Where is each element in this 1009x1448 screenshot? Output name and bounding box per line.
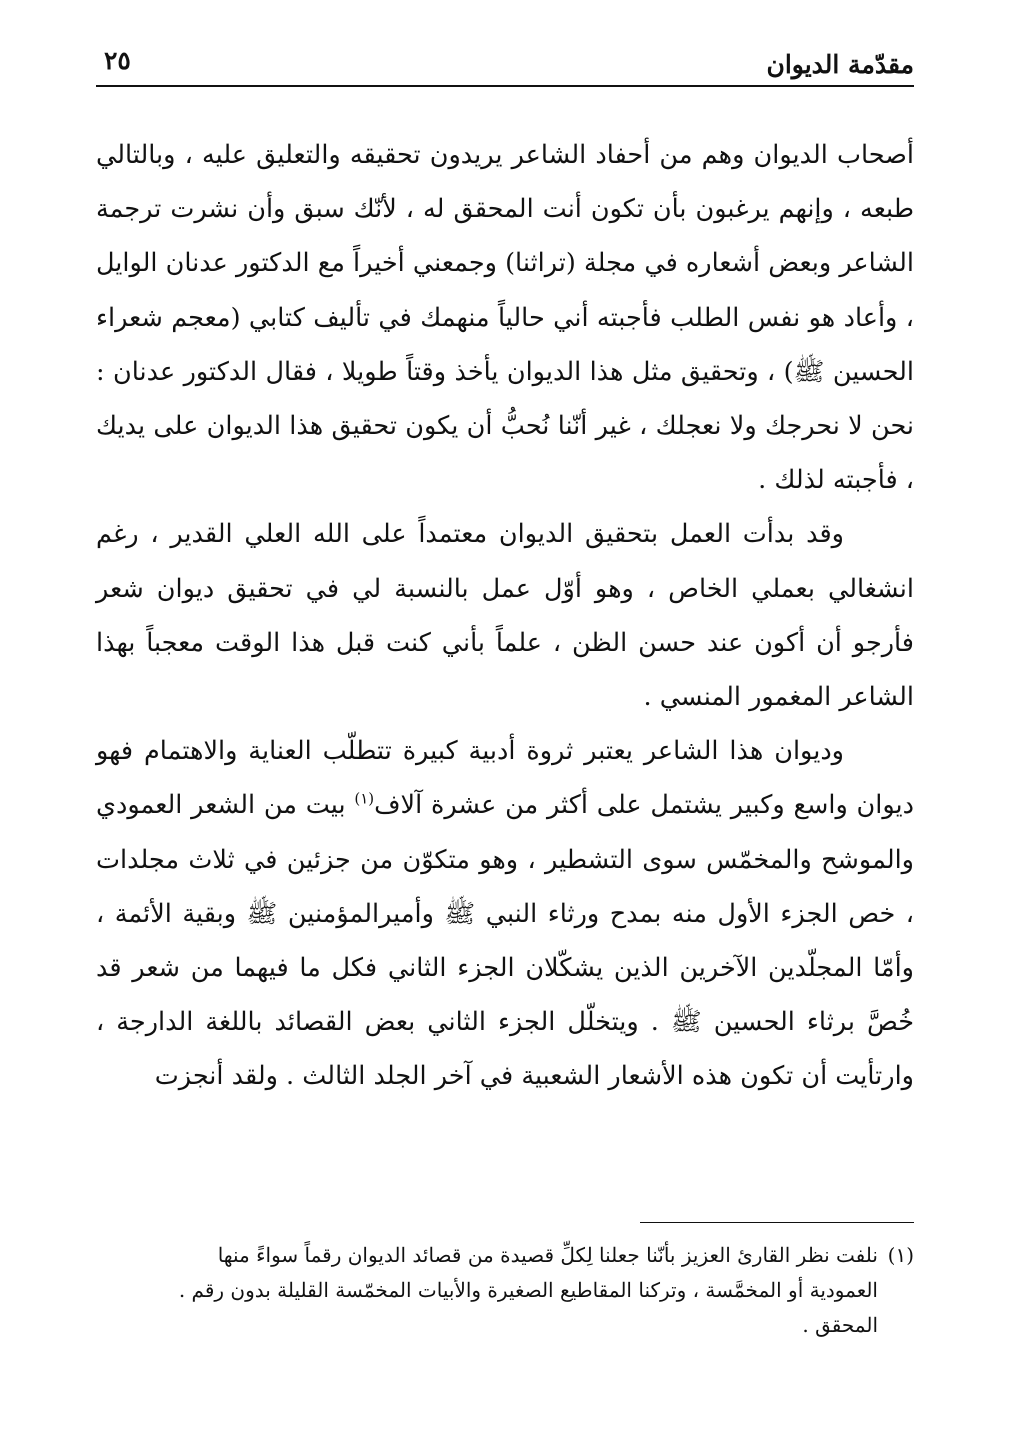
book-page — [96, 0, 914, 1448]
footnote-number: (١) — [887, 1243, 914, 1267]
paragraph-3-part-2: بيت من الشعر العمودي والموشح والمخمّس سوى التشطير ، وهو متكوّن من جزئين في ثلاث مجلدات ، خص الجزء الأول منه بمدح ورثاء النبي ﷺ وأميرالمؤمنين ﷺ وبقية الأئمة ، وأمّا المجلّدين الآخرين الذين يشكّلان الجزء الثاني فكل ما فيهما من شعر قد خُصَّ برثاء الحسين ﷺ . ويتخلّل الجزء الثاني بعض القصائد باللغة الدارجة ، وارتأيت أن تكون هذه الأشعار الشعبية في آخر الجلد الثالث . ولقد أنجزت — [96, 790, 914, 1092]
footnote-line-3: المحقق . — [802, 1313, 878, 1337]
page-number: ٢٥ — [104, 46, 131, 75]
paragraph-1: أصحاب الديوان وهم من أحفاد الشاعر يريدون تحقيقه والتعليق عليه ، وبالتالي طبعه ، وإنهم يرغبون بأن تكون أنت المحقق له ، لأنّك سبق وأن نشرت ترجمة الشاعر وبعض أشعاره في مجلة (تراثنا) وجمعني أخيراً مع الدكتور عدنان الوايل ، وأعاد هو نفس الطلب فأجبته أني حالياً منهمك في تأليف كتابي (معجم شعراء الحسين ﷺ) ، وتحقيق مثل هذا الديوان يأخذ وقتاً طويلا ، فقال الدكتور عدنان : نحن لا نحرجك ولا نعجلك ، غير أنّنا نُحبُّ أن يكون تحقيق هذا الديوان على يديك ، فأجبته لذلك . — [96, 140, 914, 496]
running-title: مقدّمة الديوان — [766, 50, 914, 79]
footnote-line-2: العمودية أو المخمَّسة ، وتركنا المقاطيع الصغيرة والأبيات المخمّسة القليلة بدون رقم . — [178, 1278, 878, 1302]
body-text — [96, 128, 914, 1104]
running-header — [96, 40, 914, 80]
footnote-line-1-text: نلفت نظر القارئ العزيز بأنّنا جعلنا لِكلِّ قصيدة من قصائد الديوان رقماً سواءً منها — [217, 1243, 878, 1267]
footnote-reference: (١) — [354, 789, 375, 808]
footnote-rule — [640, 1222, 914, 1223]
footnote-line-1 — [96, 1238, 914, 1273]
paragraph-3-part-1: وديوان هذا الشاعر يعتبر ثروة أدبية كبيرة تتطلّب العناية والاهتمام فهو ديوان واسع وكبير يشتمل على أكثر من عشرة آلاف — [96, 736, 914, 821]
paragraph-2: وقد بدأت العمل بتحقيق الديوان معتمداً على الله العلي القدير ، رغم انشغالي بعملي الخاص ، وهو أوّل عمل بالنسبة لي في تحقيق ديوان شعر فأرجو أن أكون عند حسن الظن ، علماً بأني كنت قبل هذا الوقت معجباً بهذا الشاعر المغمور المنسي . — [96, 519, 914, 713]
footnote — [96, 1238, 914, 1343]
paragraph-3 — [96, 724, 914, 1103]
header-rule — [96, 85, 914, 87]
